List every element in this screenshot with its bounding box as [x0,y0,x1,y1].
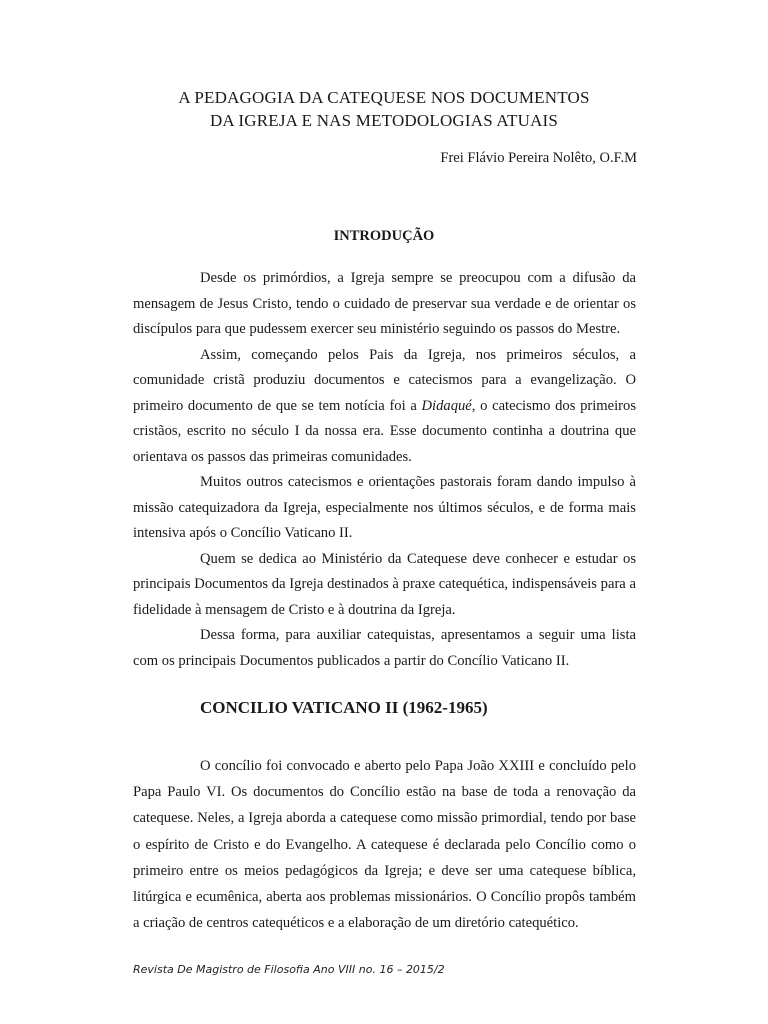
section-body [133,753,636,936]
didaque-italic: Didaqué [421,397,472,414]
title-line-2: DA IGREJA E NAS METODOLOGIAS ATUAIS [209,111,559,130]
document-title [0,86,768,132]
intro-paragraph-1: Desde os primórdios, a Igreja sempre se preocupou com a difusão da mensagem de Jesus Cristo, tendo o cuidado de preservar sua verdade e de orientar os discípulos para que pudessem exercer seu ministério seguindo os passos do Mestre. [133,270,636,337]
title-line-1: A PEDAGOGIA DA CATEQUESE NOS DOCUMENTOS [178,88,590,107]
intro-paragraph-2 [133,343,636,471]
author-line: Frei Flávio Pereira Nolêto, O.F.M [440,150,637,166]
intro-paragraph-5: Dessa forma, para auxiliar catequistas, apresentamos a seguir uma lista com os principais Documentos publicados a partir do Concílio Vaticano II. [133,627,636,669]
intro-paragraph-2-text-a: Assim, começando pelos Pais da Igreja, nos primeiros séculos, a comunidade cristã produziu documentos e catecismos para a evangelização. O primeiro documento de que se tem notícia foi a [133,346,636,414]
intro-heading: INTRODUÇÃO [333,228,435,244]
section-heading-vaticano-ii: CONCILIO VATICANO II (1962-1965) [200,698,488,717]
page-footer: Revista De Magistro de Filosofia Ano VIII no. 16 – 2015/2 [133,963,445,976]
intro-paragraph-2-text-b: , o catecismo dos primeiros cristãos, escrito no século I da nossa era. Esse documento continha a doutrina que orientava os passos das primeiras comunidades. [133,397,636,465]
intro-body [133,266,636,674]
section-paragraph: O concílio foi convocado e aberto pelo Papa João XXIII e concluído pelo Papa Paulo VI. Os documentos do Concílio estão na base de toda a renovação da catequese. Neles, a Igreja aborda a catequese como missão primordial, tendo por base o espírito de Cristo e do Evangelho. A catequese é declarada pelo Concílio como o primeiro entre os meios pedagógicos da Igreja; e deve ser uma catequese bíblica, litúrgica e ecumênica, aberta aos problemas missionários. O Concílio propôs também a criação de centros catequéticos e a elaboração de um diretório catequético. [133,758,636,932]
intro-paragraph-3: Muitos outros catecismos e orientações pastorais foram dando impulso à missão catequizadora da Igreja, especialmente nos últimos séculos, e de forma mais intensiva após o Concílio Vaticano II. [133,474,636,541]
intro-paragraph-4: Quem se dedica ao Ministério da Catequese deve conhecer e estudar os principais Documentos da Igreja destinados à praxe catequética, indispensáveis para a fidelidade à mensagem de Cristo e à doutrina da Igreja. [133,550,636,618]
